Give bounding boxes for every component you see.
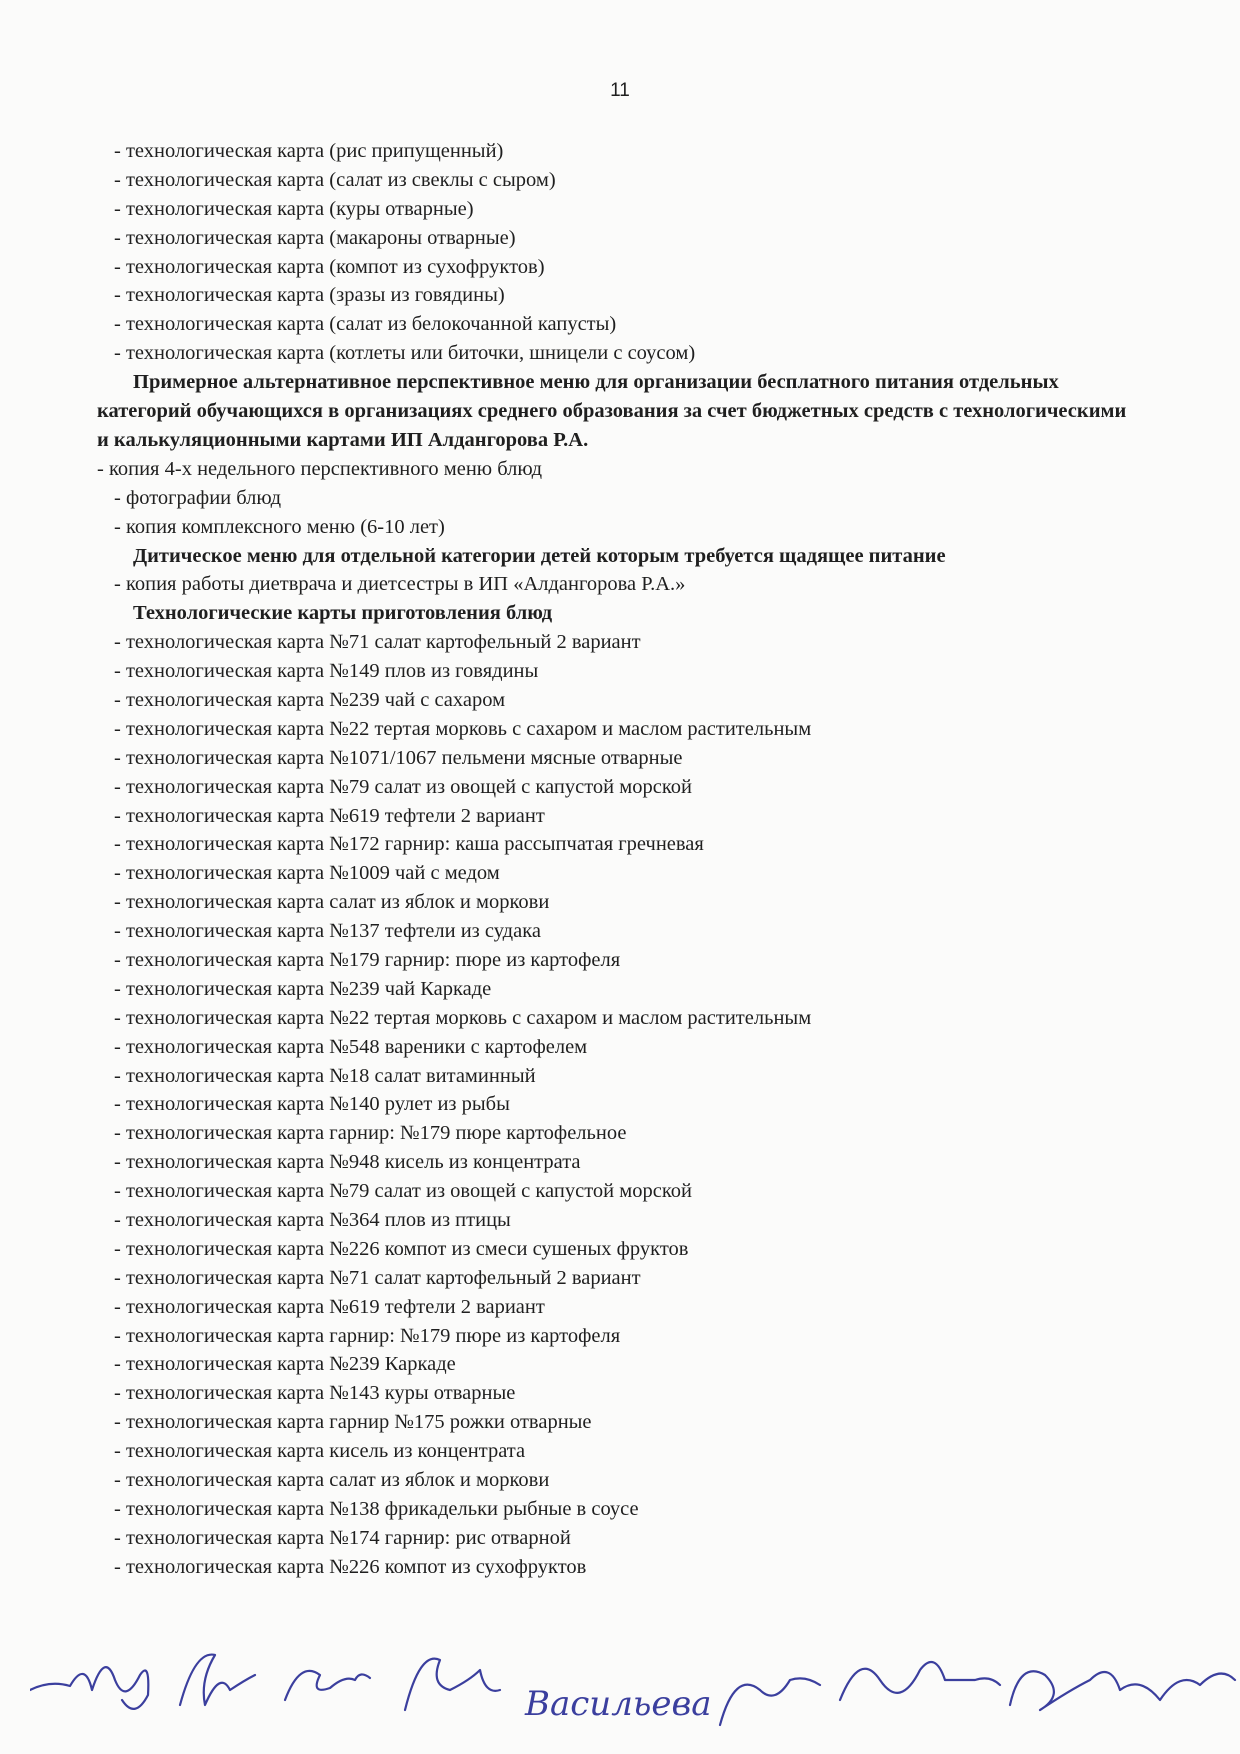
list-item: - технологическая карта №548 вареники с картофелем [114, 1035, 588, 1058]
list-item: - технологическая карта №79 салат из овощей с капустой морской [114, 775, 692, 798]
list-item: - технологическая карта №239 Каркаде [114, 1353, 456, 1376]
list-item: - технологическая карта гарнир №175 рожки отварные [114, 1411, 592, 1434]
signature-name-text: Васильева [525, 1684, 712, 1724]
list-item: - фотографии блюд [114, 486, 282, 509]
list-item: - технологическая карта №619 тефтели 2 вариант [114, 1295, 545, 1318]
list-item: - технологическая карта №364 плов из птицы [114, 1209, 511, 1231]
list-item: - технологическая карта №174 гарнир: рис отварной [114, 1526, 571, 1549]
list-item: - технологическая карта №71 салат картофельный 2 вариант [114, 631, 641, 654]
list-item: - технологическая карта №226 компот из смеси сушеных фруктов [114, 1237, 689, 1260]
list-item: - технологическая карта №1009 чай с медом [114, 862, 500, 885]
list-item: - технологическая карта (куры отварные) [114, 197, 474, 220]
list-item: - технологическая карта №179 гарнир: пюре из картофеля [114, 948, 621, 971]
list-item: - технологическая карта (зразы из говядины) [114, 284, 505, 307]
heading-diet-menu: Дитическое меню для отдельной категории детей которым требуется щадящее питание [133, 544, 946, 567]
list-item: - технологическая карта №137 тефтели из судака [114, 920, 541, 943]
document-body [97, 137, 1137, 1582]
signature-5 [720, 1678, 820, 1725]
list-item: - технологическая карта (компот из сухофруктов) [114, 255, 545, 278]
list-item: - технологическая карта (макароны отварные) [114, 226, 516, 249]
signature-2 [180, 1655, 255, 1705]
list-item: - технологическая карта (рис припущенный) [114, 140, 504, 162]
list-item: - технологическая карта салат из яблок и моркови [114, 1469, 550, 1492]
list-item: - технологическая карта №22 тертая морковь с сахаром и маслом растительным [114, 717, 812, 740]
list-item: - технологическая карта №79 салат из овощей с капустой морской [114, 1180, 692, 1203]
handwritten-signatures [30, 1620, 1240, 1750]
list-item: - технологическая карта (салат из свеклы с сыром) [114, 168, 556, 191]
list-item: - технологическая карта №138 фрикадельки рыбные в соусе [114, 1497, 639, 1520]
list-a [97, 137, 1137, 368]
list-item: - технологическая карта №22 тертая морковь с сахаром и маслом растительным [114, 1006, 812, 1029]
signature-6 [840, 1662, 1000, 1700]
signature-7 [1010, 1671, 1235, 1710]
list-item: - технологическая карта №172 гарнир: каша рассыпчатая гречневая [114, 833, 704, 856]
list-item: - технологическая карта салат из яблок и моркови [114, 891, 550, 914]
list-item: - технологическая карта №71 салат картофельный 2 вариант [114, 1266, 641, 1289]
list-item: - технологическая карта кисель из концентрата [114, 1440, 526, 1463]
heading-alternative-menu: Примерное альтернативное перспективное меню для организации бесплатного питания отдельных категорий обучающихся в организациях среднего образования за счет бюджетных средств с технологическими и калькуляционными картами ИП Алдангорова Р.А. [97, 371, 1127, 451]
list-b [97, 455, 1137, 542]
signature-4 [405, 1659, 500, 1710]
list-item: - технологическая карта (котлеты или биточки, шницели с соусом) [114, 342, 696, 365]
list-item: - технологическая карта №149 плов из говядины [114, 660, 539, 683]
list-item: - технологическая карта №18 салат витаминный [114, 1064, 536, 1087]
list-item: - технологическая карта №140 рулет из рыбы [114, 1093, 510, 1116]
diet-item: - копия работы диетврача и диетсестры в ИП «Алдангорова Р.А.» [114, 573, 686, 596]
list-item: - технологическая карта №143 куры отварные [114, 1382, 516, 1405]
signature-1 [30, 1667, 148, 1709]
list-item: - технологическая карта №239 чай Каркаде [114, 977, 492, 1000]
list-item: - технологическая карта №619 тефтели 2 вариант [114, 804, 545, 827]
list-item: - технологическая карта (салат из белокочанной капусты) [114, 313, 617, 336]
list-item: - технологическая карта №948 кисель из концентрата [114, 1151, 581, 1174]
list-item: - копия комплексного меню (6-10 лет) [114, 515, 445, 538]
list-item: - технологическая карта гарнир: №179 пюре из картофеля [114, 1324, 621, 1347]
list-item: - технологическая карта №239 чай с сахаром [114, 688, 506, 711]
signature-3 [285, 1671, 370, 1700]
list-item: - технологическая карта №226 компот из сухофруктов [114, 1555, 587, 1578]
tech-cards-list [97, 628, 1137, 1581]
list-item: - копия 4-х недельного перспективного меню блюд [97, 457, 543, 480]
list-item: - технологическая карта гарнир: №179 пюре картофельное [114, 1122, 627, 1145]
page-number: 11 [610, 80, 630, 101]
heading-tech-cards: Технологические карты приготовления блюд [133, 602, 553, 625]
list-item: - технологическая карта №1071/1067 пельмени мясные отварные [114, 746, 683, 769]
